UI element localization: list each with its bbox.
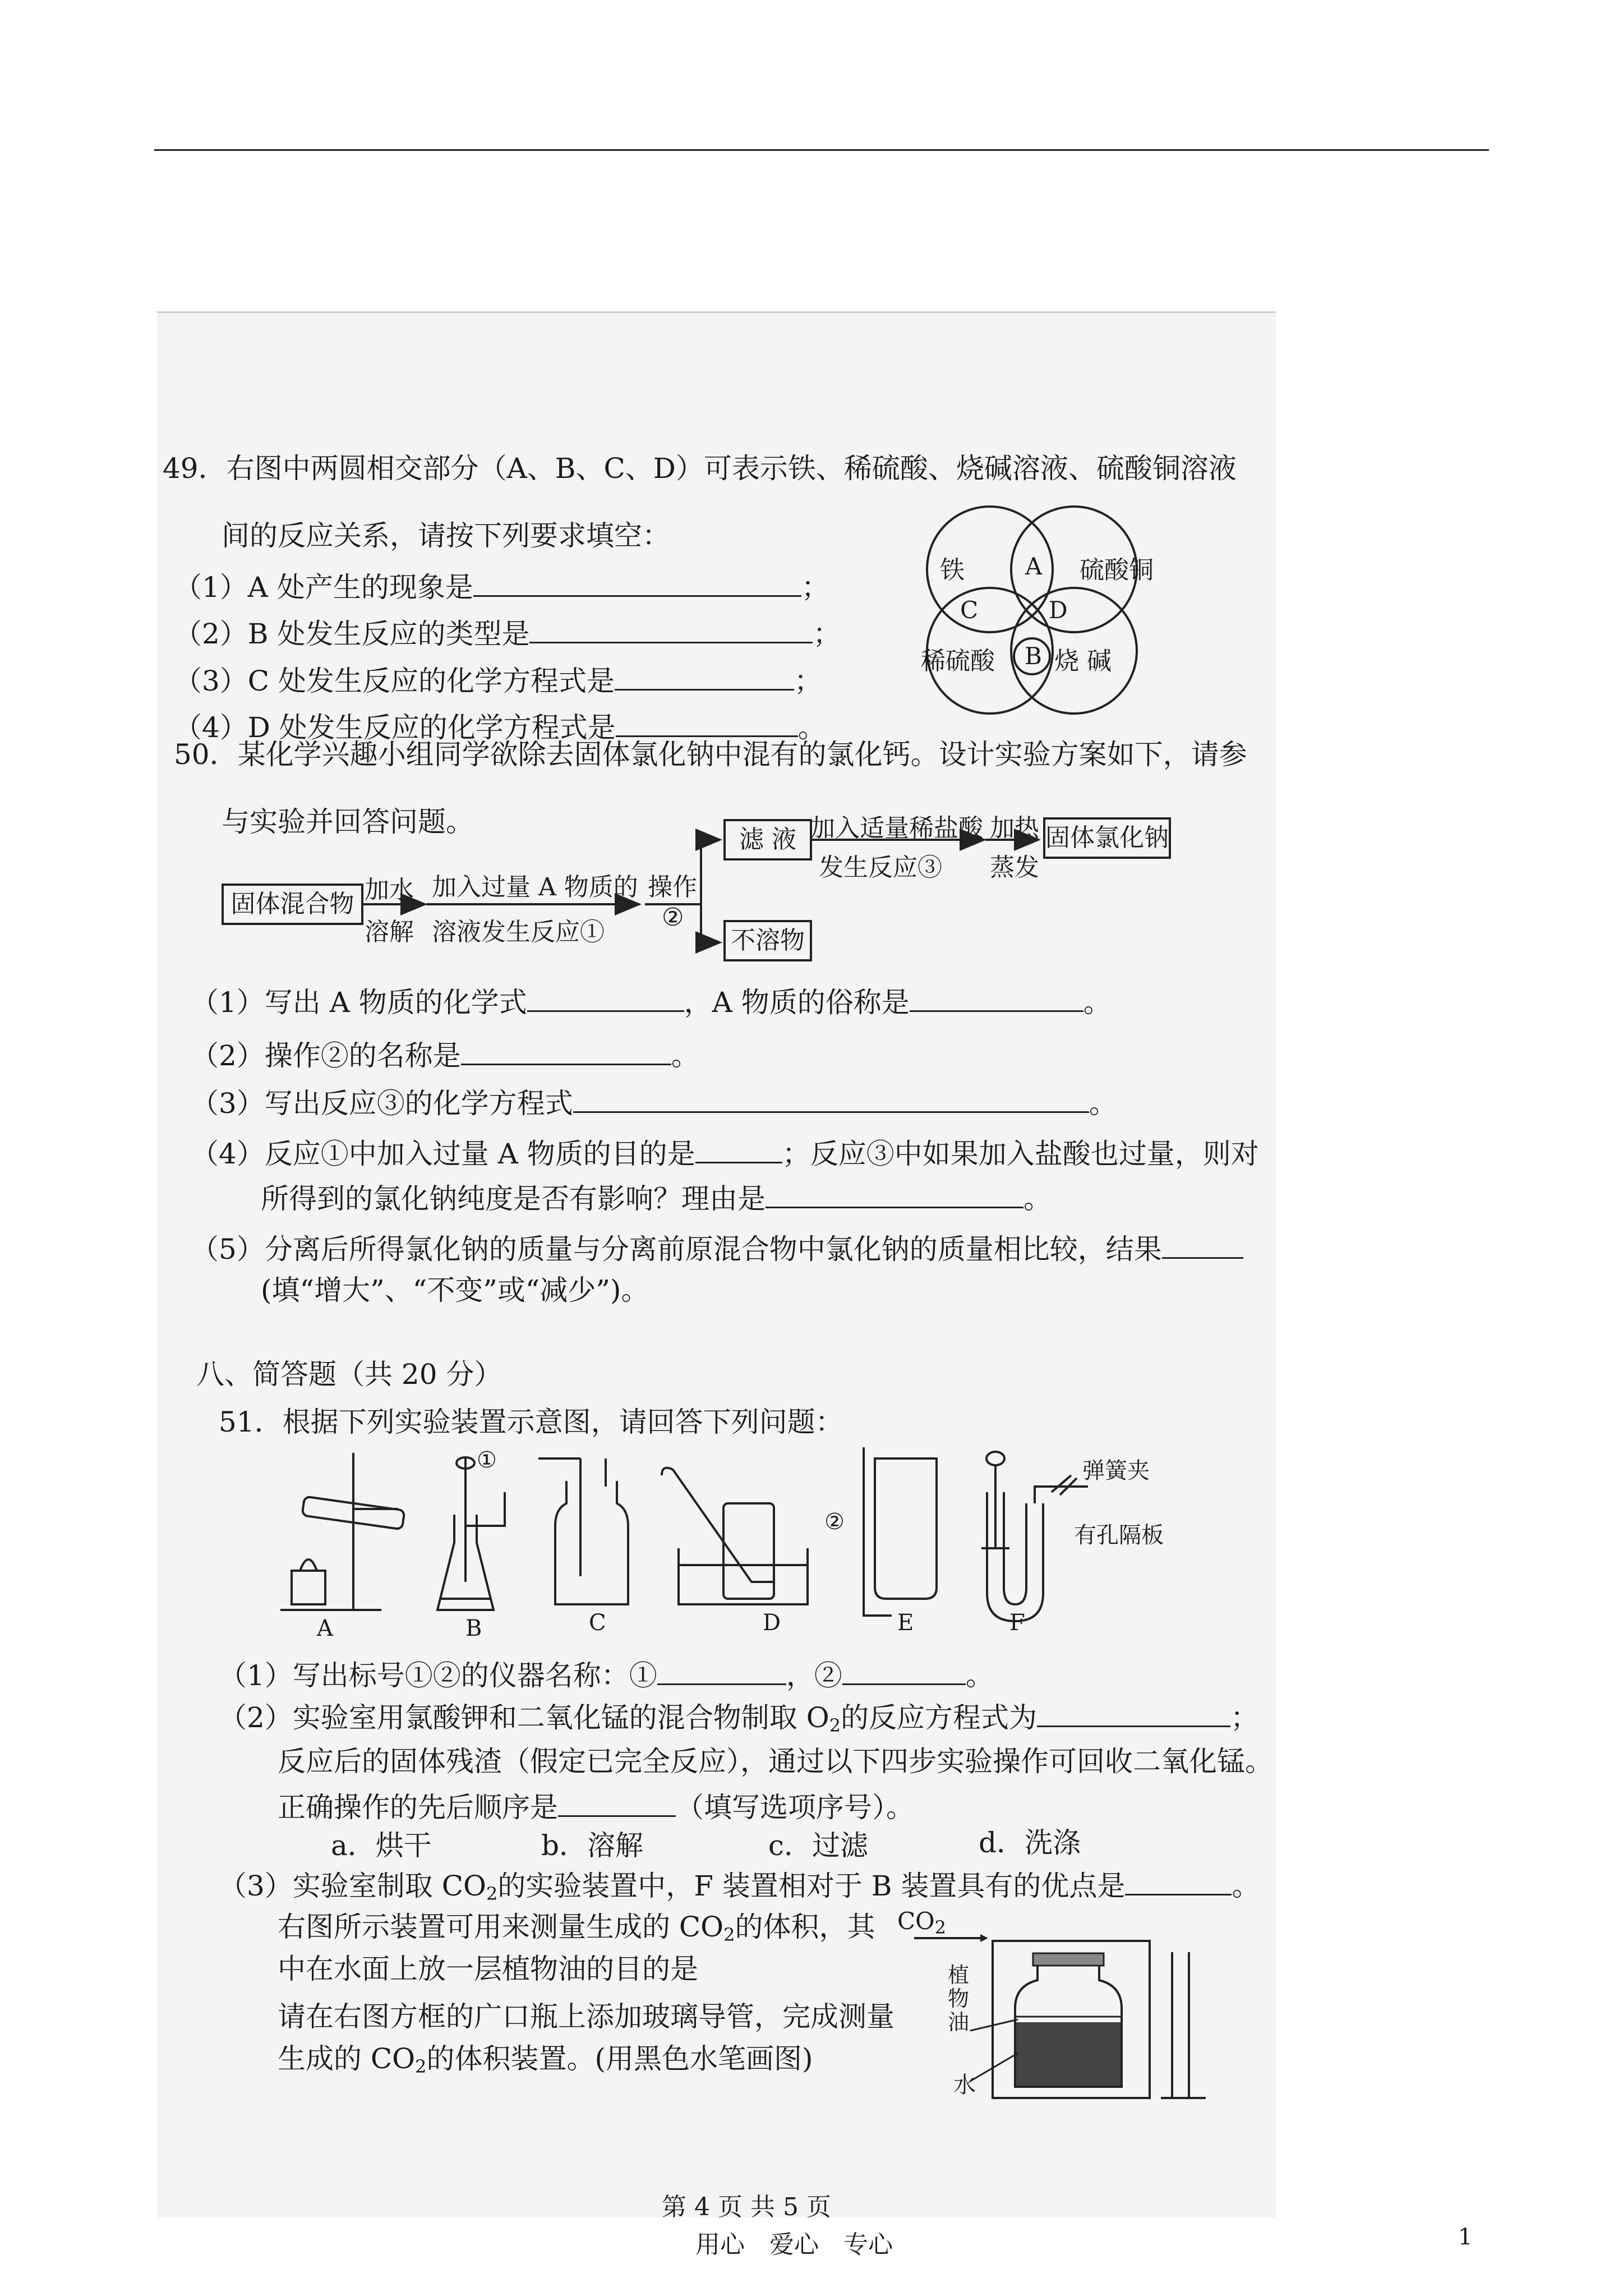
q51-part2-line1 [219,1700,1258,1742]
q50-part5-line1 [191,1231,1243,1266]
q49-part3-semicolon: ； [794,665,822,697]
fig-veg-oil-label [948,1963,969,2034]
flow-arrows [0,0,1623,1122]
apparatus-label-f: F [1009,1610,1025,1636]
q51-part3-text-h: 的体积装置。(用黑色水笔画图) [426,2042,813,2075]
venn-label-b: B [1025,642,1042,670]
flow-dissolve: 溶解 [365,918,414,946]
q51-stem: 51．根据下列实验装置示意图，请回答下列问题： [219,1406,843,1438]
q51-part3-text-g: 生成的 CO [278,2042,416,2075]
q51-part1-text-b: ，② [786,1659,842,1692]
flow-operation: 操作 [648,873,697,901]
q51-part2-blank-order[interactable] [558,1789,676,1817]
fig-co2-subscript: 2 [934,1917,946,1938]
apparatus-a [280,1453,404,1610]
flow-add-hcl: 加入适量稀盐酸 [810,814,983,843]
q49-stem-line2: 间的反应关系，请按下列要求填空： [222,519,670,552]
apparatus-e [864,1447,937,1616]
q51-part3-text-c: 右图所示装置可用来测量生成的 CO [278,1911,724,1943]
fig-veg-oil-char-2: 物 [948,1986,970,2011]
q51-part2-subscript: 2 [829,1715,841,1736]
apparatus-label-e: E [897,1610,914,1636]
q51-part3-blank-advantage[interactable] [1125,1868,1232,1895]
apparatus-label-c: C [589,1610,606,1636]
q49-part2-semicolon: ； [813,618,841,650]
q51-option-a: a．烘干 [331,1829,432,1862]
q51-part2-text-a: （2）实验室用氯酸钾和二氧化锰的混合物制取 O [219,1701,829,1734]
venn-label-a: A [1025,553,1043,580]
q51-part3-line2 [278,1910,875,1952]
apparatus-f [981,1452,1088,1621]
q51-option-c: c．过滤 [768,1829,869,1862]
fig-co2-text: CO [897,1907,935,1935]
q50-part3-period: 。 [1089,1087,1117,1120]
q50-part2-period: 。 [671,1039,699,1072]
q51-part3-text-b: 的实验装置中，F 装置相对于 B 装置具有的优点是 [497,1870,1126,1902]
q50-part1-blank-name[interactable] [910,984,1083,1012]
q50-part3 [191,1085,1117,1120]
q51-part2-blank-equation[interactable] [1037,1700,1230,1727]
flow-heat: 加热 [990,814,1039,843]
q51-part2-text-e: （填写选项序号）。 [676,1791,914,1824]
venn-label-d: D [1049,596,1068,624]
apparatus-label-b: B [465,1616,482,1641]
flow-operation-2: ② [662,903,684,932]
q50-part5-blank[interactable] [1162,1231,1243,1259]
q50-part1-blank-formula[interactable] [527,984,684,1012]
q50-part5-line2: (填“增大”、“不变”或“减少”)。 [261,1274,649,1306]
q50-part4-blank-purpose[interactable] [695,1136,782,1163]
q51-part2-text-d: 正确操作的先后顺序是 [278,1791,558,1824]
flow-reaction-1: 溶液发生反应① [432,918,605,946]
q50-part3-text: （3）写出反应③的化学方程式 [191,1087,573,1120]
q51-part1-blank-1[interactable] [657,1658,786,1685]
q50-part1 [191,984,1112,1019]
q50-part1-text-a: （1）写出 A 物质的化学式 [191,986,527,1019]
measuring-cylinder [1161,1952,1206,2098]
venn-label-copper-sulfate: 硫酸铜 [1080,556,1154,585]
flow-evaporate: 蒸发 [990,853,1039,882]
water-body [1016,2022,1121,2086]
q50-part1-period: 。 [1083,986,1112,1019]
q50-part1-text-b: ，A 物质的俗称是 [684,986,910,1019]
q49-part2-text: （2）B 处发生反应的类型是 [174,618,530,650]
q51-option-d: d．洗涤 [979,1826,1081,1859]
fig-veg-oil-char-3: 油 [948,2010,970,2035]
flow-box-insoluble: 不溶物 [723,920,812,961]
oil-pointer [970,2019,1018,2031]
q51-part3-line4: 请在右图方框的广口瓶上添加玻璃导管，完成测量 [278,2000,895,2033]
q50-part3-blank[interactable] [573,1085,1089,1113]
q50-part4-period: 。 [1023,1182,1052,1215]
venn-label-dilute-sulfuric: 稀硫酸 [921,647,995,675]
q51-part2-semicolon: ； [1230,1701,1259,1734]
q51-part3-text-a: （3）实验室制取 CO [219,1870,486,1902]
flow-box-solid-mixture: 固体混合物 [222,884,363,925]
bottle-stopper [1033,1953,1104,1966]
q50-part2-text: （2）操作②的名称是 [191,1039,461,1072]
q50-part4-text-c: 所得到的氯化钠纯度是否有影响？理由是 [261,1182,766,1215]
venn-label-iron: 铁 [940,556,965,585]
q50-part5-text-a: （5）分离后所得氯化钠的质量与分离前原混合物中氯化钠的质量相比较，结果 [191,1233,1162,1266]
apparatus-c [538,1458,628,1604]
q50-part4-text-a: （4）反应①中加入过量 A 物质的目的是 [191,1138,695,1170]
q49-stem-line1: 49．右图中两圆相交部分（A、B、C、D）可表示铁、稀硫酸、烧碱溶液、硫酸铜溶液 [163,452,1237,485]
q51-part2-line3 [278,1789,914,1824]
q50-part4-text-b: ；反应③中如果加入盐酸也过量，则对 [782,1138,1259,1170]
q51-part3-text-d: 的体积，其 [735,1911,875,1943]
venn-label-c: C [960,596,979,624]
footer-motto: 用心 爱心 专心 [695,2230,893,2259]
flow-add-excess-a: 加入过量 A 物质的 [432,873,638,901]
fig-water-label: 水 [953,2072,976,2098]
q51-part1 [219,1658,994,1692]
q51-part3-line1 [219,1868,1260,1911]
flow-reaction-3: 发生反应③ [819,853,942,882]
apparatus-mark-1: ① [477,1447,497,1473]
q51-part1-period: 。 [965,1659,994,1692]
q50-stem-line2: 与实验并回答问题。 [222,806,474,838]
flow-box-filtrate: 滤 液 [723,819,812,861]
fig-veg-oil-char-1: 植 [948,1963,970,1987]
q50-part2-blank[interactable] [461,1038,671,1065]
flow-add-water: 加水 [365,876,414,904]
q51-part3-period: 。 [1232,1870,1260,1902]
q51-part3-line2-subscript: 2 [723,1924,735,1945]
apparatus-b [437,1457,505,1610]
page-number: 1 [1458,2224,1473,2250]
q50-stem-line1: 50．某化学兴趣小组同学欲除去固体氯化钠中混有的氯化钙。设计实验方案如下，请参 [174,738,1247,771]
q51-part3-line5-subscript: 2 [415,2056,427,2077]
q50-part4-line1 [191,1136,1259,1171]
apparatus-mark-2: ② [824,1509,845,1535]
flow-box-solid-nacl: 固体氯化钠 [1043,817,1171,859]
water-pointer [970,2053,1018,2081]
q51-part3-subscript: 2 [486,1883,498,1904]
q51-part1-blank-2[interactable] [842,1658,966,1685]
apparatus-label-d: D [763,1610,781,1636]
section-8-heading: 八、简答题（共 20 分） [196,1358,502,1391]
fig-co2-label [897,1907,946,1938]
apparatus-label-a: A [317,1616,333,1641]
q50-part2 [191,1038,699,1073]
q49-part3-text: （3）C 处发生反应的化学方程式是 [174,665,615,697]
venn-label-caustic-soda: 烧 碱 [1054,647,1112,675]
q49-part4-period: 。 [797,711,826,744]
q51-part1-text-a: （1）写出标号①②的仪器名称：① [219,1659,657,1692]
q51-part3-line3: 中在水面上放一层植物油的目的是 [278,1953,698,1985]
apparatus-d [662,1468,808,1604]
q49-part1-text: （1）A 处产生的现象是 [174,571,473,604]
q51-option-b: b．溶解 [541,1829,644,1862]
label-spring-clip: 弹簧夹 [1082,1458,1150,1484]
q51-part3-line5 [278,2042,813,2083]
label-porous-plate: 有孔隔板 [1074,1522,1164,1548]
q51-part2-line2: 反应后的固体残渣（假定已完全反应），通过以下四步实验操作可回收二氧化锰。 [278,1745,1273,1778]
page-info: 第 4 页 共 5 页 [662,2193,831,2221]
q49-part4-text: （4）D 处发生反应的化学方程式是 [174,711,616,744]
q50-part4-blank-reason[interactable] [766,1181,1023,1208]
q51-part2-text-b: 的反应方程式为 [841,1701,1038,1734]
q50-part4-line2 [261,1181,1052,1216]
q49-part1-semicolon: ； [801,571,829,604]
